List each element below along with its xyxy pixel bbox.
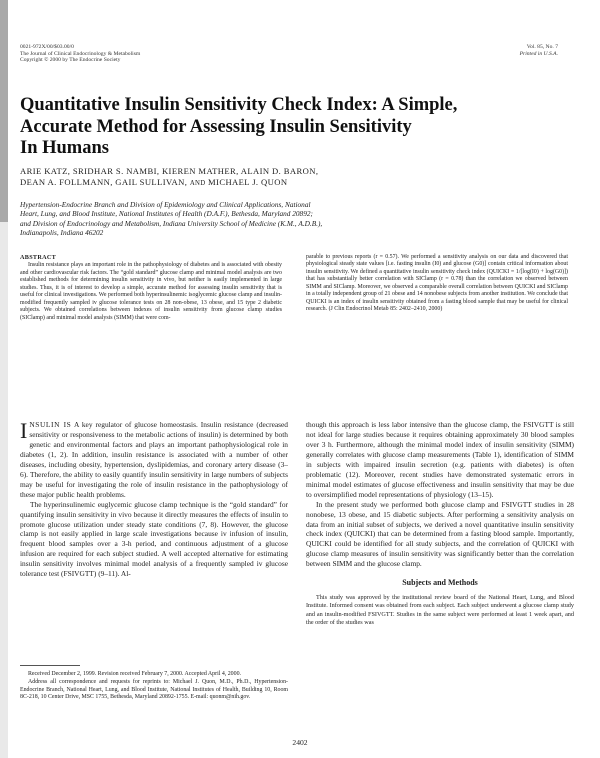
journal-header-left [20, 44, 140, 64]
affiliation-line: Indianapolis, Indiana 46202 [20, 227, 104, 237]
affiliation-line: Heart, Lung, and Blood Institute, National Institutes of Health (D.A.F.), Bethesda, Maryland 20892; [20, 209, 313, 219]
abstract-right-column [306, 254, 568, 314]
abstract-left-column [20, 254, 282, 322]
page-number: 2402 [292, 738, 308, 747]
affiliations [20, 200, 540, 237]
article-title [20, 95, 560, 160]
drop-cap: I [20, 418, 28, 443]
body-left-column [20, 420, 288, 579]
intro-smallcaps: NSULIN IS [29, 420, 72, 429]
page-edge-strip [0, 0, 8, 758]
header-issn: 0021-972X/00/$03.00/0 [20, 44, 74, 50]
footnote-received: Received December 2, 1999. Revision received February 7, 2000. Accepted April 4, 2000. [28, 671, 241, 677]
intro-text-1: A key regulator of glucose homeostasis. Insulin resistance (decreased sensitivity or responsiveness to the metabolic actions of insulin) is determined by both genetic and environmental factors and plays an important pathophysiological role in diabetes (1, 2). In addition, insulin resistance is associated with a number of other diseases, including obesity, hypertension, dyslipidemias, and coronary artery disease (3–6). Therefore, the ability to easily quantify insulin sensitivity in large numbers of subjects may be useful for investigating the role of insulin resistance in the pathophysiology of these major public health problems. [20, 420, 288, 499]
section-heading-methods: Subjects and Methods [402, 578, 478, 588]
footnote-address: Address all correspondence and requests for reprints to: Michael J. Quon, M.D., Ph.D., Hypertension-Endocrine Branch, National Heart, Lung, and Blood Institute, National Institutes of Health, Building 10, Room 8C-218, 10 Center Drive, MSC 1755, Bethesda, Maryland 20892-1755. E-mail: quonm@nih.gov. [20, 678, 288, 701]
header-journal: The Journal of Clinical Endocrinology & Metabolism [20, 50, 141, 57]
author-list [20, 166, 560, 189]
header-printed: Printed in U.S.A. [519, 50, 558, 57]
abstract-text-right: parable to previous reports (r = 0.57). We performed a sensitivity analysis on our data and discovered that physiological steady state values [i.e. fasting insulin (I0) and glucose (G0)] contain critical information about insulin sensitivity. We defined a quantitative insulin sensitivity check index (QUICKI = 1/[log(I0) + log(G0)]) that has substantially better correlation with SIClamp (r = 0.78) than the correlation we observed between SIMM and SIClamp. Moreover, we observed a comparable overall correlation between QUICKI and SIClamp in a totally independent group of 21 obese and 14 nonobese subjects from another institution. We conclude that QUICKI is an index of insulin sensitivity obtained from a fasting blood sample that may be useful for clinical research. (J Clin Endocrinol Metab 85: 2402–2410, 2000) [306, 254, 568, 313]
page-edge-block [0, 0, 8, 222]
affiliation-line: Hypertension-Endocrine Branch and Division of Epidemiology and Clinical Applications, National [20, 200, 311, 209]
abstract-text-left: Insulin resistance plays an important role in the pathophysiology of diabetes and is associated with obesity and other cardiovascular risk factors. The “gold standard” glucose clamp and minimal model analysis are two established methods for determining insulin sensitivity in vivo, but neither is easily implemented in large studies. Thus, it is of interest to develop a simple, accurate method for assessing insulin sensitivity that is useful for clinical investigations. We performed both hyperinsulinemic isoglycemic glucose clamp and insulin-modified frequently sampled iv glucose tolerance tests on 28 non-obese, 13 obese, and 15 type 2 diabetic subjects. We obtained correlations between indexes of insulin sensitivity from glucose clamp studies (SIClamp) and minimal model analysis (SIMM) that were com- [20, 262, 282, 321]
title-line: In Humans [20, 138, 109, 158]
header-volume: Vol. 85, No. 7 [526, 44, 558, 50]
authors-line-2 [20, 177, 560, 189]
abstract-heading: ABSTRACT [20, 254, 57, 261]
journal-header-right [520, 44, 558, 57]
authors-and: AND [189, 180, 206, 187]
intro-paragraph-1 [20, 420, 288, 500]
authors-line-2a: DEAN A. FOLLMANN, GAIL SULLIVAN, [20, 177, 188, 187]
header-copyright: Copyright © 2000 by The Endocrine Society [20, 57, 121, 64]
intro-paragraph-2: The hyperinsulinemic euglycemic glucose clamp technique is the “gold standard” for quantifying insulin sensitivity in vivo because it directly measures the effects of insulin to promote glucose utilization under steady state conditions (7, 8). However, the glucose clamp is not easily applied in large scale investigations because iv infusion of insulin, frequent blood samples over a 3-h period, and continuous adjustment of a glucose infusion are required for each subject studied. A well accepted alternative for estimating insulin sensitivity involves minimal model analysis of a frequently sampled iv glucose tolerance test (FSIVGTT) (9–11). Al- [20, 499, 288, 579]
authors-line-2b: MICHAEL J. QUON [208, 177, 288, 187]
intro-paragraph-4: In the present study we performed both glucose clamp and FSIVGTT studies in 28 nonobese, 13 obese, and 15 diabetic subjects. After performing a sensitivity analysis on data from an initial subset of subjects, we derived a novel quantitative insulin sensitivity check index (QUICKI) that can be determined from a fasting blood sample. Importantly, QUICKI could be identified for all study subjects, and the correlation of QUICKI with glucose clamp measures of insulin sensitivity was significantly better than the correlation between SIMM and the glucose clamp. [306, 499, 574, 569]
methods-paragraph-1: This study was approved by the institutional review board of the National Heart, Lung, and Blood Institute. Informed consent was obtained from each subject. Each subject underwent a glucose clamp study and an insulin-modified FSIVGTT. Studies in the same subject were performed at least 1 week apart, and the order of the studies was [306, 594, 574, 626]
affiliation-line: and Division of Endocrinology and Metabolism, Indiana University School of Medicine (K.M., A.D.B.), [20, 218, 323, 228]
authors-line-1: ARIE KATZ, SRIDHAR S. NAMBI, KIEREN MATHER, ALAIN D. BARON, [20, 166, 319, 176]
body-right-column [306, 420, 574, 627]
intro-paragraph-3: though this approach is less labor intensive than the glucose clamp, the FSIVGTT is still not ideal for large studies because it requires obtaining approximately 30 blood samples over 3 h. Furthermore, although the minimal model index of insulin sensitivity (SIMM) generally correlates with glucose clamp measurements (Table 1), identification of SIMM in subjects with impaired insulin secretion (e.g. patients with diabetes) is often problematic (12). Moreover, recent studies have demonstrated systematic errors in minimal model estimates of glucose effectiveness and insulin sensitivity that may be due to oversimplified model representations of physiology (13–15). [306, 420, 574, 499]
footnote-rule [20, 665, 80, 666]
footnote [20, 671, 288, 702]
title-line: Quantitative Insulin Sensitivity Check Index: A Simple, [20, 95, 458, 115]
title-line: Accurate Method for Assessing Insulin Sensitivity [20, 116, 412, 137]
